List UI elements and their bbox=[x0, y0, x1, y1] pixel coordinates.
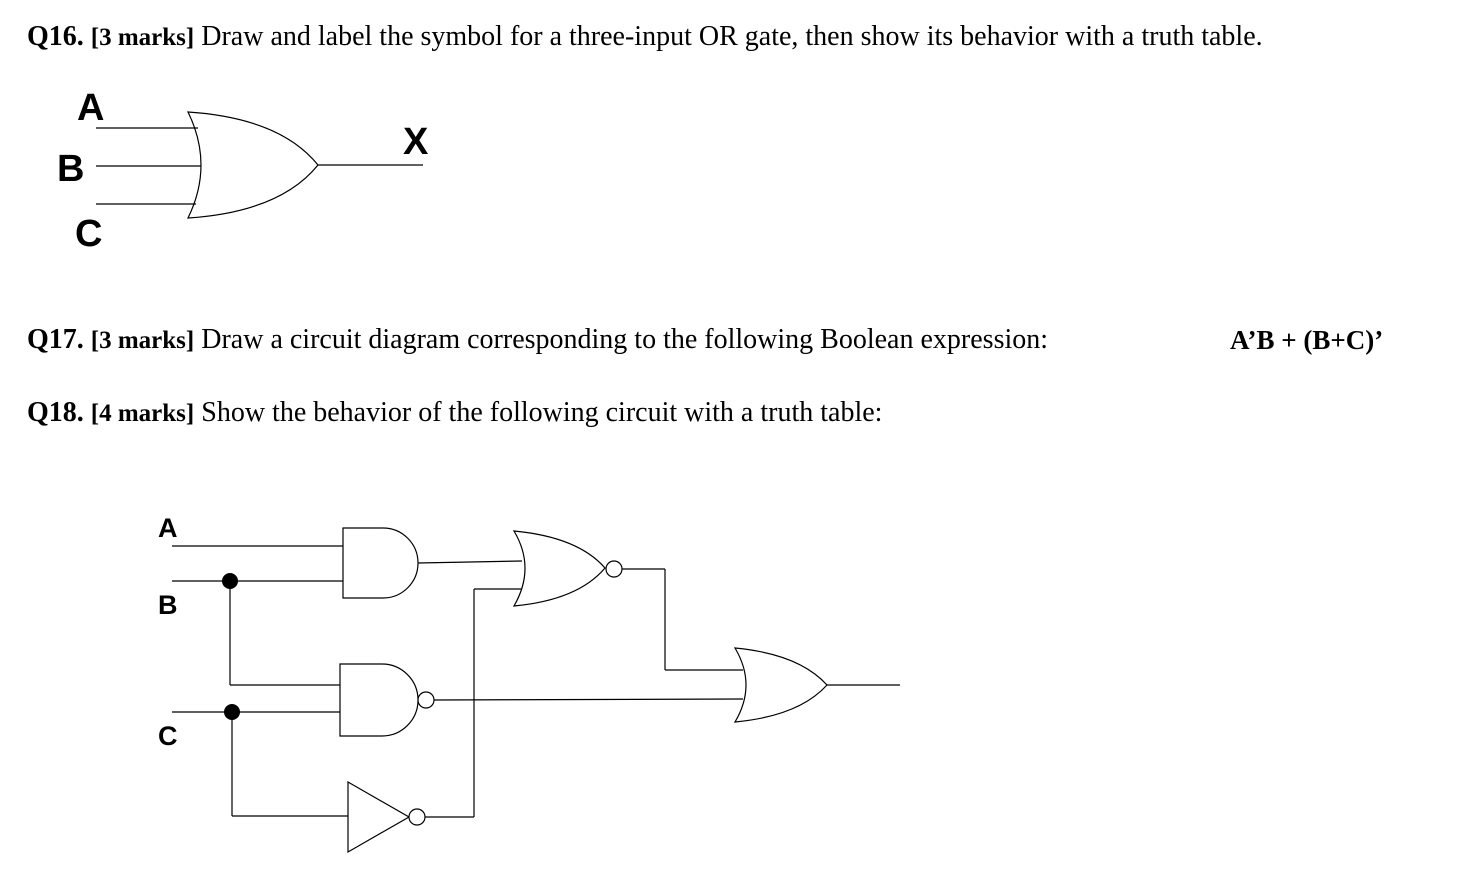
question-17 bbox=[27, 322, 1447, 359]
and-gate bbox=[343, 528, 418, 598]
nand-bubble bbox=[418, 692, 434, 708]
question-16-text: Draw and label the symbol for a three-input OR gate, then show its behavior with a truth table. bbox=[201, 21, 1263, 52]
or-label-x: X bbox=[403, 121, 429, 163]
question-16-marks: [3 marks] bbox=[90, 24, 195, 51]
final-or-gate bbox=[735, 648, 827, 722]
or-label-b: B bbox=[57, 148, 85, 190]
not-bubble bbox=[409, 809, 425, 825]
question-17-marks: [3 marks] bbox=[90, 327, 195, 354]
question-18-number: Q18. bbox=[27, 397, 84, 428]
question-18-text: Show the behavior of the following circuit with a truth table: bbox=[201, 397, 883, 428]
or-label-c: C bbox=[75, 213, 103, 255]
circuit-label-c: C bbox=[158, 721, 178, 751]
nor-bubble bbox=[606, 561, 622, 577]
boolean-expression: A’B + (B+C)’ bbox=[1230, 325, 1384, 355]
circuit-label-a: A bbox=[158, 513, 178, 543]
nand-gate bbox=[340, 664, 418, 736]
junction-c bbox=[224, 704, 240, 720]
question-17-number: Q17. bbox=[27, 324, 84, 355]
or-label-a: A bbox=[77, 87, 105, 129]
or-gate-symbol bbox=[188, 112, 318, 218]
question-18 bbox=[27, 395, 882, 432]
wire-nand-to-or bbox=[434, 699, 743, 700]
question-18-marks: [4 marks] bbox=[90, 400, 195, 427]
or-gate-diagram bbox=[96, 112, 423, 218]
not-gate bbox=[348, 782, 409, 852]
nor-gate bbox=[514, 531, 605, 606]
question-17-text: Draw a circuit diagram corresponding to the following Boolean expression: bbox=[201, 324, 1049, 355]
question-16-number: Q16. bbox=[27, 21, 84, 52]
circuit-label-b: B bbox=[158, 590, 178, 620]
junction-b bbox=[222, 573, 238, 589]
logic-circuit bbox=[172, 528, 900, 852]
wire-and-to-nor bbox=[418, 561, 522, 563]
